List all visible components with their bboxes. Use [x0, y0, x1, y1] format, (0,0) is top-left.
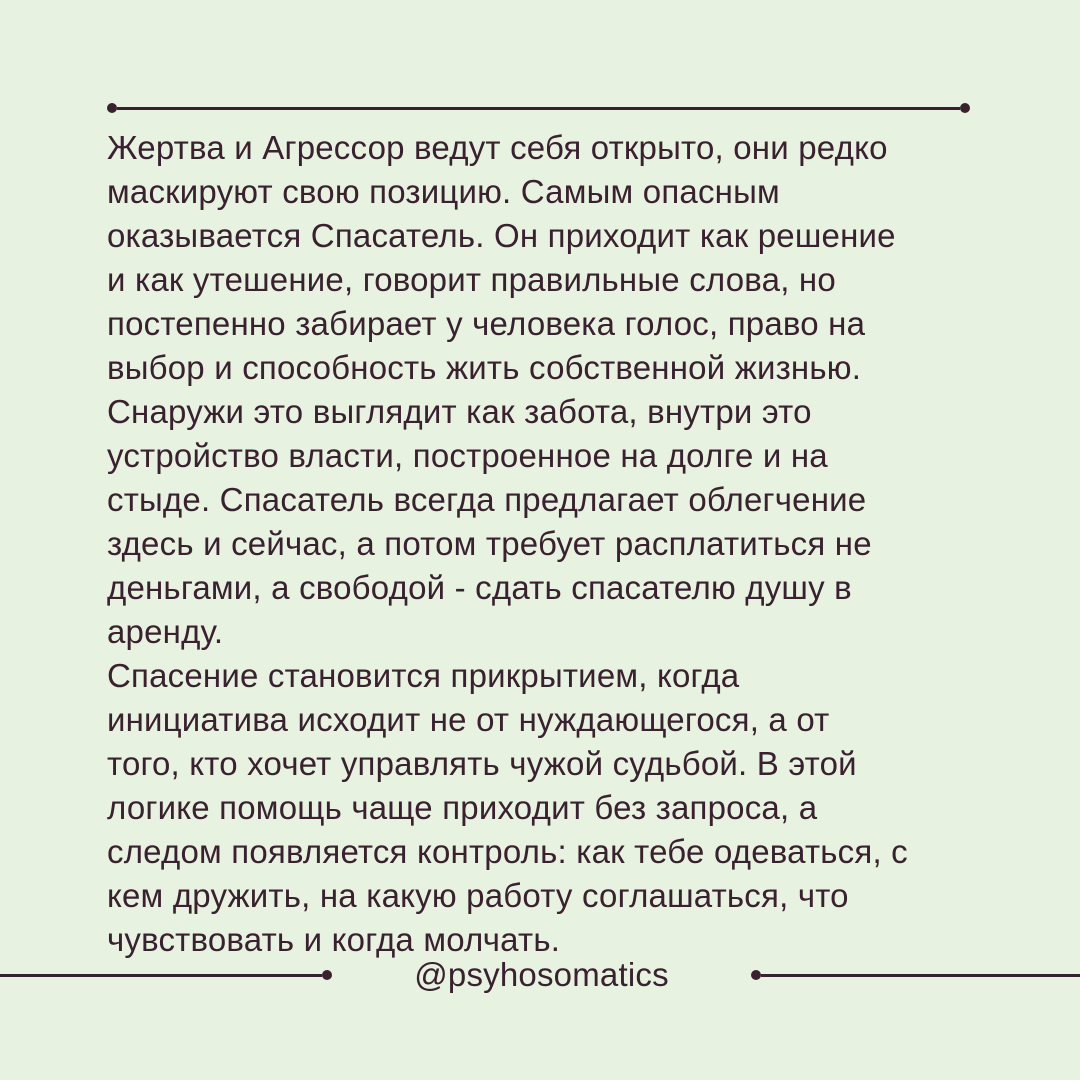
footer-line-left	[0, 974, 322, 977]
text-line: маскируют свою позицию. Самым опасным	[107, 173, 780, 210]
text-line: кем дружить, на какую работу соглашаться, что	[107, 877, 849, 914]
text-line: оказывается Спасатель. Он приходит как решение	[107, 217, 896, 254]
body-text	[107, 126, 908, 962]
text-line: следом появляется контроль: как тебе одеваться, с	[107, 833, 908, 870]
text-line: инициатива исходит не от нуждающегося, а от	[107, 701, 830, 738]
text-line: постепенно забирает у человека голос, право на	[107, 305, 866, 342]
text-line: Жертва и Агрессор ведут себя открыто, они редко	[107, 129, 888, 166]
text-line: деньгами, а свободой - сдать спасателю душу в	[107, 569, 852, 606]
footer-dot-right	[751, 970, 761, 980]
footer	[0, 953, 1080, 997]
text-line: здесь и сейчас, а потом требует расплатиться не	[107, 525, 872, 562]
text-line: того, кто хочет управлять чужой судьбой. В этой	[107, 745, 857, 782]
divider-dot-left	[107, 103, 117, 113]
text-line: Снаружи это выглядит как забота, внутри это	[107, 393, 812, 430]
text-line: Спасение становится прикрытием, когда	[107, 657, 740, 694]
footer-dot-left	[322, 970, 332, 980]
footer-line-right	[761, 974, 1080, 977]
top-divider	[107, 103, 970, 113]
text-line: стыде. Спасатель всегда предлагает облегчение	[107, 481, 867, 518]
account-handle: @psyhosomatics	[414, 956, 669, 993]
text-line: и как утешение, говорит правильные слова, но	[107, 261, 836, 298]
text-line: устройство власти, построенное на долге и на	[107, 437, 828, 474]
text-line: чувствовать и когда молчать.	[107, 921, 561, 958]
text-line: выбор и способность жить собственной жизнью.	[107, 349, 862, 386]
divider-line	[117, 107, 960, 110]
text-line: логике помощь чаще приходит без запроса, а	[107, 789, 818, 826]
text-line: аренду.	[107, 613, 224, 650]
divider-dot-right	[960, 103, 970, 113]
